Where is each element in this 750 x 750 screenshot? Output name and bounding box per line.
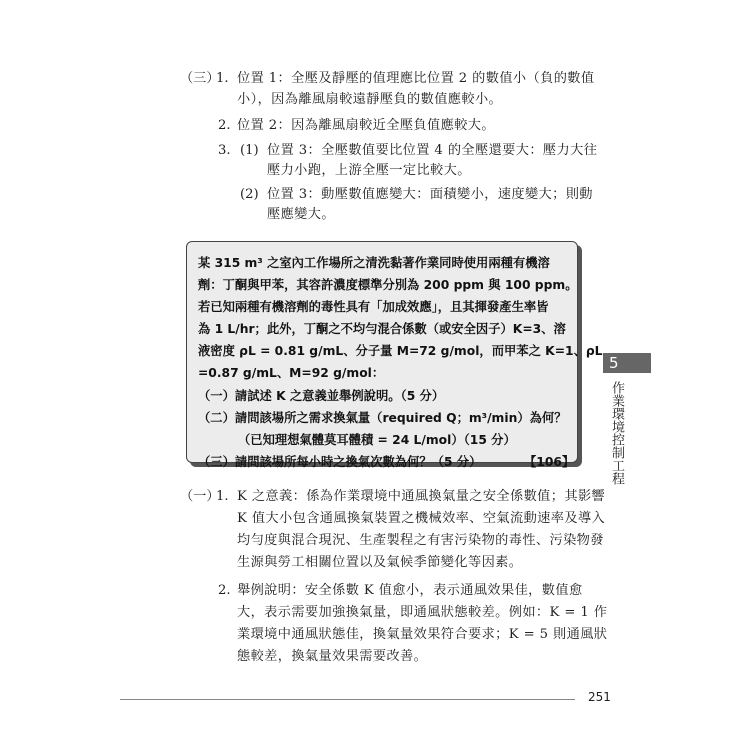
chapter-number-tab: 5: [603, 353, 651, 373]
answer-1-item-1-num: 1.: [216, 489, 229, 504]
question-line-1: 某 315 m³ 之室內工作場所之清洗黏著作業同時使用兩種有機溶: [198, 256, 550, 270]
answer-3-item-1-line-1: 位置 1：全壓及靜壓的值理應比位置 2 的數值小（負的數值: [237, 71, 595, 86]
answer-1-label: （一）: [180, 489, 220, 504]
answer-1-item-1-line-4: 生源與勞工相關位置以及氣候季節變化等因素。: [237, 555, 523, 570]
answer-1-item-2-line-2: 大，表示需要加強換氣量，即通風狀態較差。例如：K = 1 作: [237, 605, 608, 620]
answer-3-item-1-line-2: 小），因為離風扇較遠靜壓負的數值應較小。: [237, 92, 503, 107]
answer-1-item-1-line-2: K 值大小包含通風換氣裝置之機械效率、空氣流動速率及導入: [237, 511, 606, 526]
answer-3-item-2-num: 2.: [218, 118, 231, 133]
answer-3-item-4-line-2: 壓應變大。: [267, 207, 335, 222]
answer-3-item-4-line-1: 位置 3：動壓數值應變大：面積變小，速度變大；則動: [267, 187, 593, 202]
answer-3-item-2-line-1: 位置 2：因為離風扇較近全壓負值應較大。: [237, 118, 495, 133]
answer-3-item-3-line-2: 壓力小跑，上游全壓一定比較大。: [267, 163, 471, 178]
answer-1-item-2-line-1: 舉例說明：安全係數 K 值愈小，表示通風效果佳，數值愈: [237, 583, 583, 598]
chapter-title: [609, 381, 625, 485]
answer-1-item-2-line-3: 業環境中通風狀態佳，換氣量效果符合要求；K = 5 則通風狀: [237, 627, 608, 642]
question-line-3: 若已知兩種有機溶劑的毒性具有「加成效應」，且其揮發產生率皆: [198, 300, 549, 314]
answer-3-item-1-num: 1.: [216, 71, 229, 86]
question-q2: （二）請問該場所之需求換氣量（required Q；m³/min）為何？: [198, 411, 567, 425]
answer-3-item-4-sub: (2): [240, 187, 259, 202]
exam-year-tag: 【106】: [524, 455, 575, 469]
answer-3-item-3-num: 3.: [218, 143, 231, 158]
question-q3: （三）請問該場所每小時之換氣次數為何？（5 分）: [198, 455, 482, 469]
answer-1-item-1-line-3: 均勻度與混合現況、生產製程之有害污染物的毒性、污染物發: [237, 533, 604, 548]
question-q1: （一）請試述 K 之意義並舉例說明。（5 分）: [198, 389, 445, 403]
answer-1-item-2-line-4: 態較差，換氣量效果需要改善。: [237, 649, 428, 664]
question-q2-note: （已知理想氣體莫耳體積 = 24 L/mol）（15 分）: [238, 433, 516, 447]
answer-1-item-1-line-1: K 之意義：係為作業環境中通風換氣量之安全係數值；其影響: [237, 489, 606, 504]
question-line-2: 劑：丁酮與甲苯，其容許濃度標準分別為 200 ppm 與 100 ppm。: [198, 278, 578, 292]
answer-3-item-3-line-1: 位置 3：全壓數值要比位置 4 的全壓還要大：壓力大往: [267, 143, 598, 158]
answer-3-item-3-sub: (1): [240, 143, 259, 158]
question-line-4: 為 1 L/hr；此外，丁酮之不均勻混合係數（或安全因子）K=3、溶: [198, 322, 566, 336]
footer-rule: [120, 699, 575, 700]
chapter-title-text: 作業環境控制工程: [609, 381, 624, 485]
answer-3-label: （三）: [180, 71, 220, 86]
question-line-5: 液密度 ρL = 0.81 g/mL、分子量 M=72 g/mol，而甲苯之 K=1、ρL: [198, 344, 603, 358]
answer-1-item-2-num: 2.: [218, 583, 231, 598]
page-number: 251: [588, 690, 611, 704]
question-line-6: =0.87 g/mL、M=92 g/mol：: [198, 366, 385, 380]
